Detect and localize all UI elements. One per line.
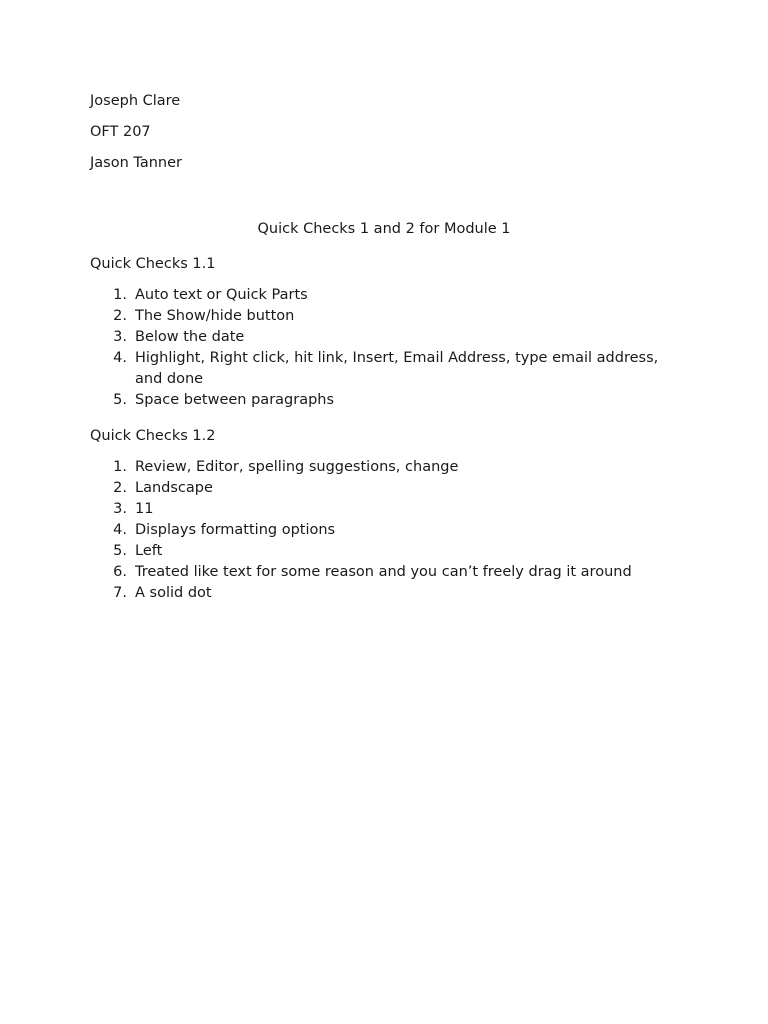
document-title: Quick Checks 1 and 2 for Module 1 — [257, 220, 511, 237]
answer-list-1-1 — [90, 285, 672, 411]
blank-line — [90, 174, 672, 204]
list-item: 5. Left — [113, 542, 163, 559]
list-item: 7. A solid dot — [113, 584, 212, 601]
section-heading-quick-checks-1-1: Quick Checks 1.1 — [90, 256, 216, 272]
list-item: 5. Space between paragraphs — [113, 392, 335, 408]
list-item: 4. Displays formatting options — [113, 521, 336, 538]
list-item: 1. Auto text or Quick Parts — [113, 287, 308, 303]
course-code: OFT 207 — [90, 124, 151, 140]
list-item: 3. Below the date — [113, 329, 245, 345]
section-heading-quick-checks-1-2: Quick Checks 1.2 — [90, 427, 216, 444]
list-item: 3. 11 — [113, 500, 154, 517]
instructor-name: Jason Tanner — [90, 155, 182, 171]
answer-list-1-2 — [90, 457, 672, 604]
list-item: 4. Highlight, Right click, hit link, Insert, Email Address, type email address, and done — [113, 350, 659, 387]
list-item: 2. The Show/hide button — [113, 308, 295, 324]
list-item: 2. Landscape — [113, 479, 213, 496]
student-name: Joseph Clare — [90, 93, 181, 109]
list-item: 1. Review, Editor, spelling suggestions, change — [113, 458, 459, 475]
list-item: 6. Treated like text for some reason and you can’t freely drag it around — [113, 563, 632, 580]
